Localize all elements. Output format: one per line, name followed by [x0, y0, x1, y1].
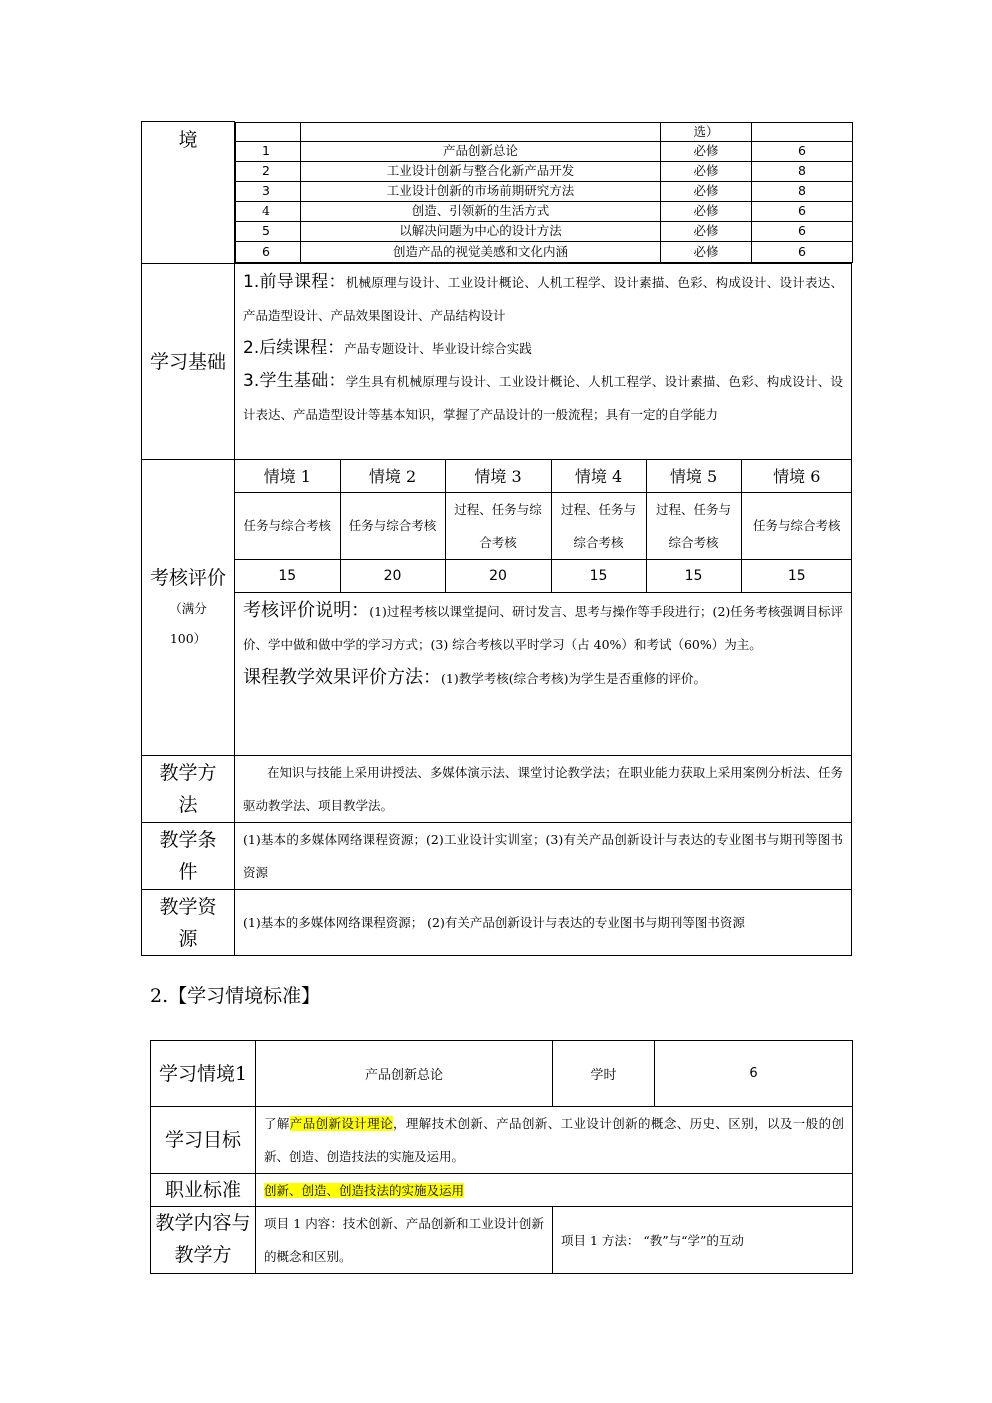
goal-prefix: 了解: [264, 1116, 290, 1131]
row-no: 2: [236, 161, 301, 181]
assessment-note-text: (1)过程考核以课堂提问、研讨发言、思考与操作等手段进行；(2)任务考核强调目标评价、学中做和做中学的学习方式；(3) 综合考核以平时学习（占 40%）和考试（60%）为主。: [243, 603, 844, 652]
assessment-method: 过程、任务与综合考核: [551, 492, 646, 559]
condition-text: (1)基本的多媒体网络课程资源；(2)工业设计实训室；(3)有关产品创新设计与表达的专业图书与期刊等图书资源: [243, 832, 843, 880]
row-name: 工业设计创新与整合化新产品开发: [301, 161, 661, 181]
method-label-cell: [142, 756, 235, 823]
teaching-method-row: [142, 756, 852, 823]
header-cell-type: 选）: [661, 122, 752, 141]
assessment-label-cell: [142, 460, 235, 756]
context-label: 境: [178, 129, 198, 151]
pre-course-text: 机械原理与设计、工业设计概论、人机工程学、设计素描、色彩、构成设计、设计表达、产品造型设计、产品效果图设计、产品结构设计: [243, 275, 843, 323]
header-cell-no: [236, 122, 301, 141]
row-name: 创造、引领新的生活方式: [301, 201, 661, 221]
effect-method-title: 课程教学效果评价方法：: [243, 666, 441, 688]
table-row: [236, 161, 853, 181]
row-type: 必修: [661, 241, 752, 262]
context-label-cell: [151, 1041, 256, 1107]
learning-basis-row: [142, 264, 852, 460]
assessment-score: 20: [445, 559, 551, 592]
standard-row: [151, 1174, 853, 1207]
method-label: 教学方法: [159, 762, 217, 816]
row-type: 必修: [661, 221, 752, 241]
context-title-row: [151, 1041, 853, 1107]
table-row: [236, 201, 853, 221]
section-title: 2.【学习情境标准】: [150, 985, 321, 1007]
assessment-score: 15: [235, 559, 340, 592]
hours-label: 学时: [553, 1041, 655, 1107]
goal-rest: ，理解技术创新、产品创新、工业设计创新的概念、历史、区别，以及一般的创新、创造、创造技法的实施及运用。: [264, 1116, 844, 1164]
goal-row: [151, 1107, 853, 1174]
row-no: 6: [236, 241, 301, 262]
row-type: 必修: [661, 141, 752, 161]
row-hours: 6: [752, 221, 853, 241]
row-type: 必修: [661, 161, 752, 181]
assessment-score: 15: [646, 559, 741, 592]
row-hours: 6: [752, 241, 853, 262]
row-hours: 8: [752, 161, 853, 181]
assessment-notes: [235, 593, 851, 695]
row-type: 必修: [661, 201, 752, 221]
row-hours: 8: [752, 181, 853, 201]
context-header: 情境 1: [235, 460, 340, 492]
context-list-table: [235, 122, 853, 263]
row-no: 5: [236, 221, 301, 241]
basis-label-cell: [142, 264, 235, 460]
teaching-resource-row: [142, 890, 852, 956]
effect-method-text: (1)教学考核(综合考核)为学生是否重修的评价。: [441, 670, 706, 686]
context-header: 情境 2: [340, 460, 445, 492]
table-row: [236, 221, 853, 241]
content-text: 项目 1 内容：技术创新、产品创新和工业设计创新的概念和区别。: [264, 1216, 544, 1264]
teaching-condition-row: [142, 823, 852, 890]
context-header: 情境 5: [646, 460, 741, 492]
post-course-text: 产品专题设计、毕业设计综合实践: [344, 341, 532, 356]
goal-label-cell: [151, 1107, 256, 1174]
assessment-score: 15: [741, 559, 852, 592]
assessment-method: 任务与综合考核: [741, 492, 852, 559]
condition-label-cell: [142, 823, 235, 890]
context-header-row: [236, 122, 853, 141]
table-row: [236, 141, 853, 161]
goal-highlight: 产品创新设计理论: [289, 1116, 393, 1131]
table-row: [236, 181, 853, 201]
goal-text: [256, 1107, 852, 1173]
course-overview-table: [141, 121, 852, 956]
student-basis-text: 学生具有机械原理与设计、工业设计概论、人机工程学、设计素描、色彩、构成设计、设计表达、产品造型设计等基本知识，掌握了产品设计的一般流程；具有一定的自学能力: [243, 374, 843, 422]
table-row: [236, 241, 853, 262]
context-name: 产品创新总论: [256, 1041, 553, 1107]
basis-content: [235, 264, 851, 431]
assessment-label: 考核评价: [149, 566, 226, 589]
row-hours: 6: [752, 141, 853, 161]
row-name: 工业设计创新的市场前期研究方法: [301, 181, 661, 201]
resource-text: (1)基本的多媒体网络课程资源； (2)有关产品创新设计与表达的专业图书与期刊等图书资源: [243, 915, 745, 930]
learning-context-standard-table: [150, 1040, 853, 1274]
assessment-method: 任务与综合考核: [340, 492, 445, 559]
header-cell-name: [301, 122, 661, 141]
context-label-cell: [142, 122, 235, 264]
context-header: 情境 4: [551, 460, 646, 492]
assessment-method: 任务与综合考核: [235, 492, 340, 559]
hours-value: 6: [655, 1041, 853, 1107]
context-header: 情境 3: [445, 460, 551, 492]
content-label-cell: [151, 1207, 256, 1274]
method-text: 在知识与技能上采用讲授法、多媒体演示法、课堂讨论教学法；在职业能力获取上采用案例分析法、任务驱动教学法、项目教学法。: [243, 765, 843, 813]
assessment-header-row: [235, 460, 852, 492]
condition-label: 教学条件: [159, 829, 217, 883]
assessment-sublabel: （满分100）: [169, 600, 207, 646]
resource-label-cell: [142, 890, 235, 956]
context-header: 情境 6: [741, 460, 852, 492]
assessment-method: 过程、任务与综合考核: [445, 492, 551, 559]
content-method-text: 项目 1 方法： “教”与“学”的互动: [561, 1232, 744, 1248]
content-row: [151, 1207, 853, 1274]
assessment-row: [142, 460, 852, 756]
assessment-score: 20: [340, 559, 445, 592]
row-no: 3: [236, 181, 301, 201]
assessment-score: 15: [551, 559, 646, 592]
resource-label: 教学资源: [159, 895, 217, 950]
row-name: 以解决问题为中心的设计方法: [301, 221, 661, 241]
row-no: 4: [236, 201, 301, 221]
goal-label: 学习目标: [164, 1129, 241, 1151]
standard-label: 职业标准: [164, 1179, 241, 1201]
post-course-title: 2.后续课程：: [243, 338, 345, 358]
header-cell-hours: [752, 122, 853, 141]
assessment-score-row: [235, 559, 852, 592]
row-name: 产品创新总论: [301, 141, 661, 161]
assessment-grid: [235, 460, 852, 593]
context-label: 学习情境1: [158, 1062, 248, 1085]
row-no: 1: [236, 141, 301, 161]
assessment-method-row: [235, 492, 852, 559]
pre-course-title: 1.前导课程：: [243, 272, 346, 292]
standard-label-cell: [151, 1174, 256, 1207]
student-basis-title: 3.学生基础：: [243, 371, 346, 391]
standard-text: 创新、创造、创造技法的实施及运用: [264, 1183, 465, 1198]
assessment-note-title: 考核评价说明：: [243, 599, 370, 621]
row-name: 创造产品的视觉美感和文化内涵: [301, 241, 661, 262]
row-hours: 6: [752, 201, 853, 221]
row-type: 必修: [661, 181, 752, 201]
basis-label: 学习基础: [150, 350, 227, 373]
content-label: 教学内容与教学方: [155, 1212, 251, 1266]
assessment-method: 过程、任务与综合考核: [646, 492, 741, 559]
